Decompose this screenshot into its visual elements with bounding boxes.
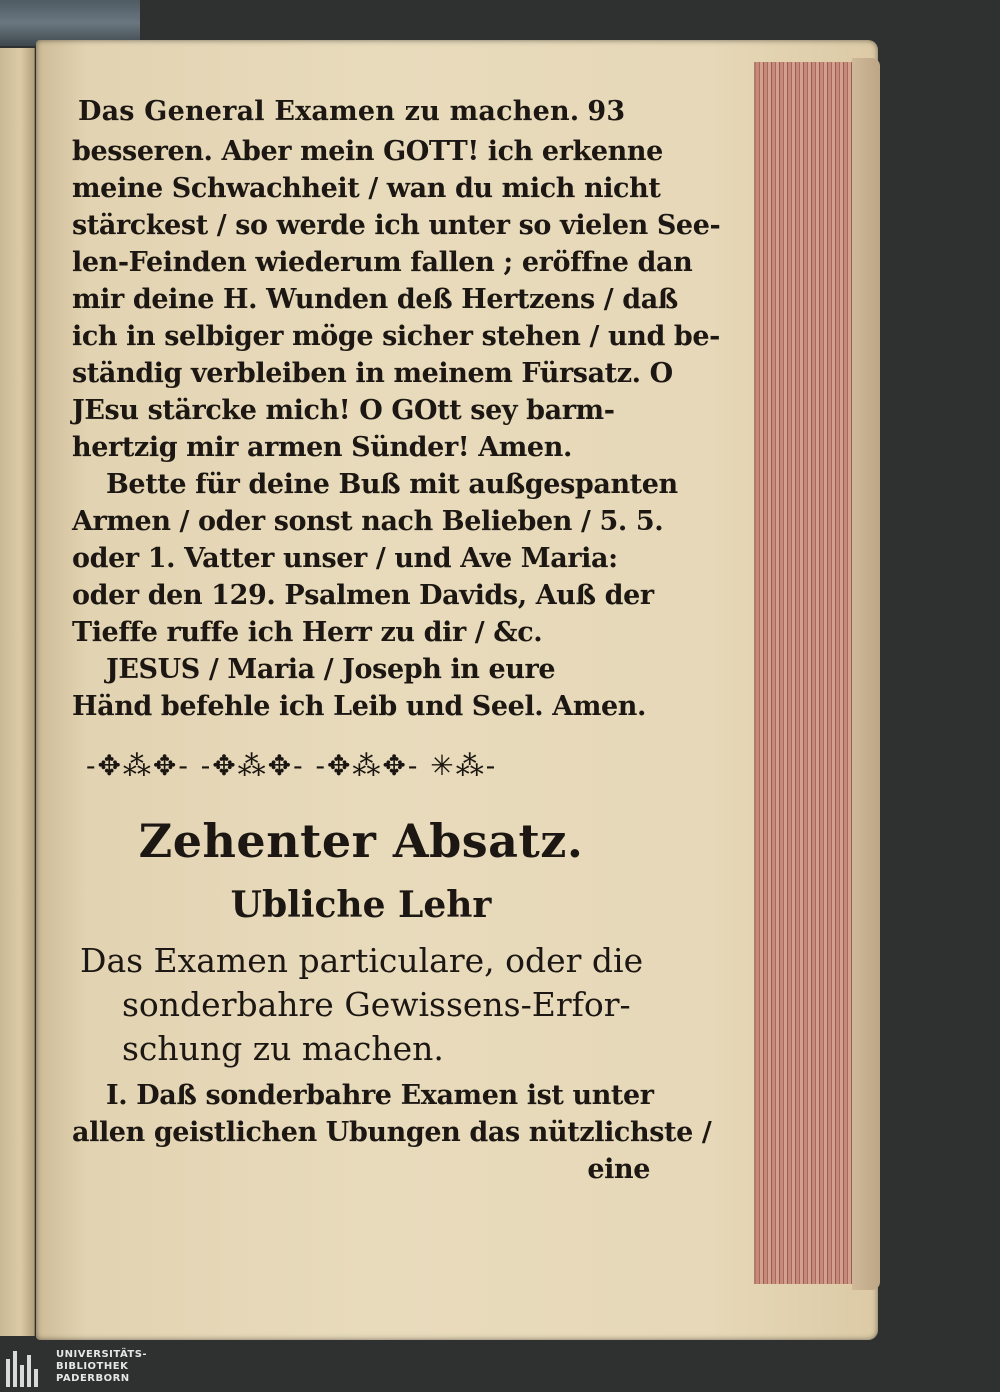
text-line: stärckest / so werde ich unter so vielen See- xyxy=(72,210,721,241)
catchword: eine xyxy=(587,1154,650,1185)
page-text-block xyxy=(72,96,721,1188)
library-logo-text xyxy=(56,1349,147,1385)
ornament-divider: -✥⁂✥- -✥⁂✥- -✥⁂✥- ✳⁂- xyxy=(86,749,498,782)
page-edge-stack xyxy=(754,62,856,1284)
page-fore-edge xyxy=(852,58,880,1290)
text-line: oder 1. Vatter unser / und Ave Maria: xyxy=(72,543,618,574)
text-line: Händ befehle ich Leib und Seel. Amen. xyxy=(72,691,647,722)
text-line: JESUS / Maria / Joseph in eure xyxy=(106,654,556,685)
body-paragraph xyxy=(72,1077,712,1188)
text-line: allen geistlichen Ubungen das nützlichste / xyxy=(72,1117,712,1148)
previous-page-edge xyxy=(0,48,35,1336)
text-line: Tieffe ruffe ich Herr zu dir / &c. xyxy=(72,617,543,648)
running-head-title: Das General Examen zu machen. xyxy=(78,96,580,127)
text-line: ich in selbiger möge sicher stehen / und be- xyxy=(72,321,720,352)
instruction-paragraph xyxy=(72,466,678,651)
heading-line: Das Examen particulare, oder die xyxy=(80,941,644,980)
running-head xyxy=(78,96,650,127)
library-logo xyxy=(6,1344,147,1390)
heading-line: schung zu machen. xyxy=(122,1029,444,1068)
text-line: Bette für deine Buß mit außgespanten xyxy=(106,469,678,500)
page-number: 93 xyxy=(587,96,626,127)
section-heading xyxy=(72,939,650,1071)
text-line: ständig verbleiben in meinem Fürsatz. O xyxy=(72,358,673,389)
library-logo-line: PADERBORN xyxy=(56,1373,130,1384)
section-title: Zehenter Absatz. xyxy=(138,814,584,868)
library-logo-line: BIBLIOTHEK xyxy=(56,1361,129,1372)
text-line: mir deine H. Wunden deß Hertzens / daß xyxy=(72,284,678,315)
closing-paragraph xyxy=(72,651,650,725)
text-line: JEsu stärcke mich! O GOtt sey barm- xyxy=(72,395,615,426)
text-line: oder den 129. Psalmen Davids, Auß der xyxy=(72,580,654,611)
section-subtitle: Ubliche Lehr xyxy=(230,884,492,926)
library-logo-icon xyxy=(6,1347,46,1387)
text-line: len-Feinden wiederum fallen ; eröffne dan xyxy=(72,247,693,278)
text-line: hertzig mir armen Sünder! Amen. xyxy=(72,432,572,463)
text-line: besseren. Aber mein GOTT! ich erkenne xyxy=(72,136,663,167)
heading-line: sonderbahre Gewissens-Erfor- xyxy=(122,985,631,1024)
library-logo-line: UNIVERSITÄTS- xyxy=(56,1349,148,1360)
text-line: Armen / oder sonst nach Belieben / 5. 5. xyxy=(72,506,664,537)
text-line: meine Schwachheit / wan du mich nicht xyxy=(72,173,661,204)
prayer-paragraph xyxy=(72,133,721,466)
text-line: I. Daß sonderbahre Examen ist unter xyxy=(106,1080,654,1111)
